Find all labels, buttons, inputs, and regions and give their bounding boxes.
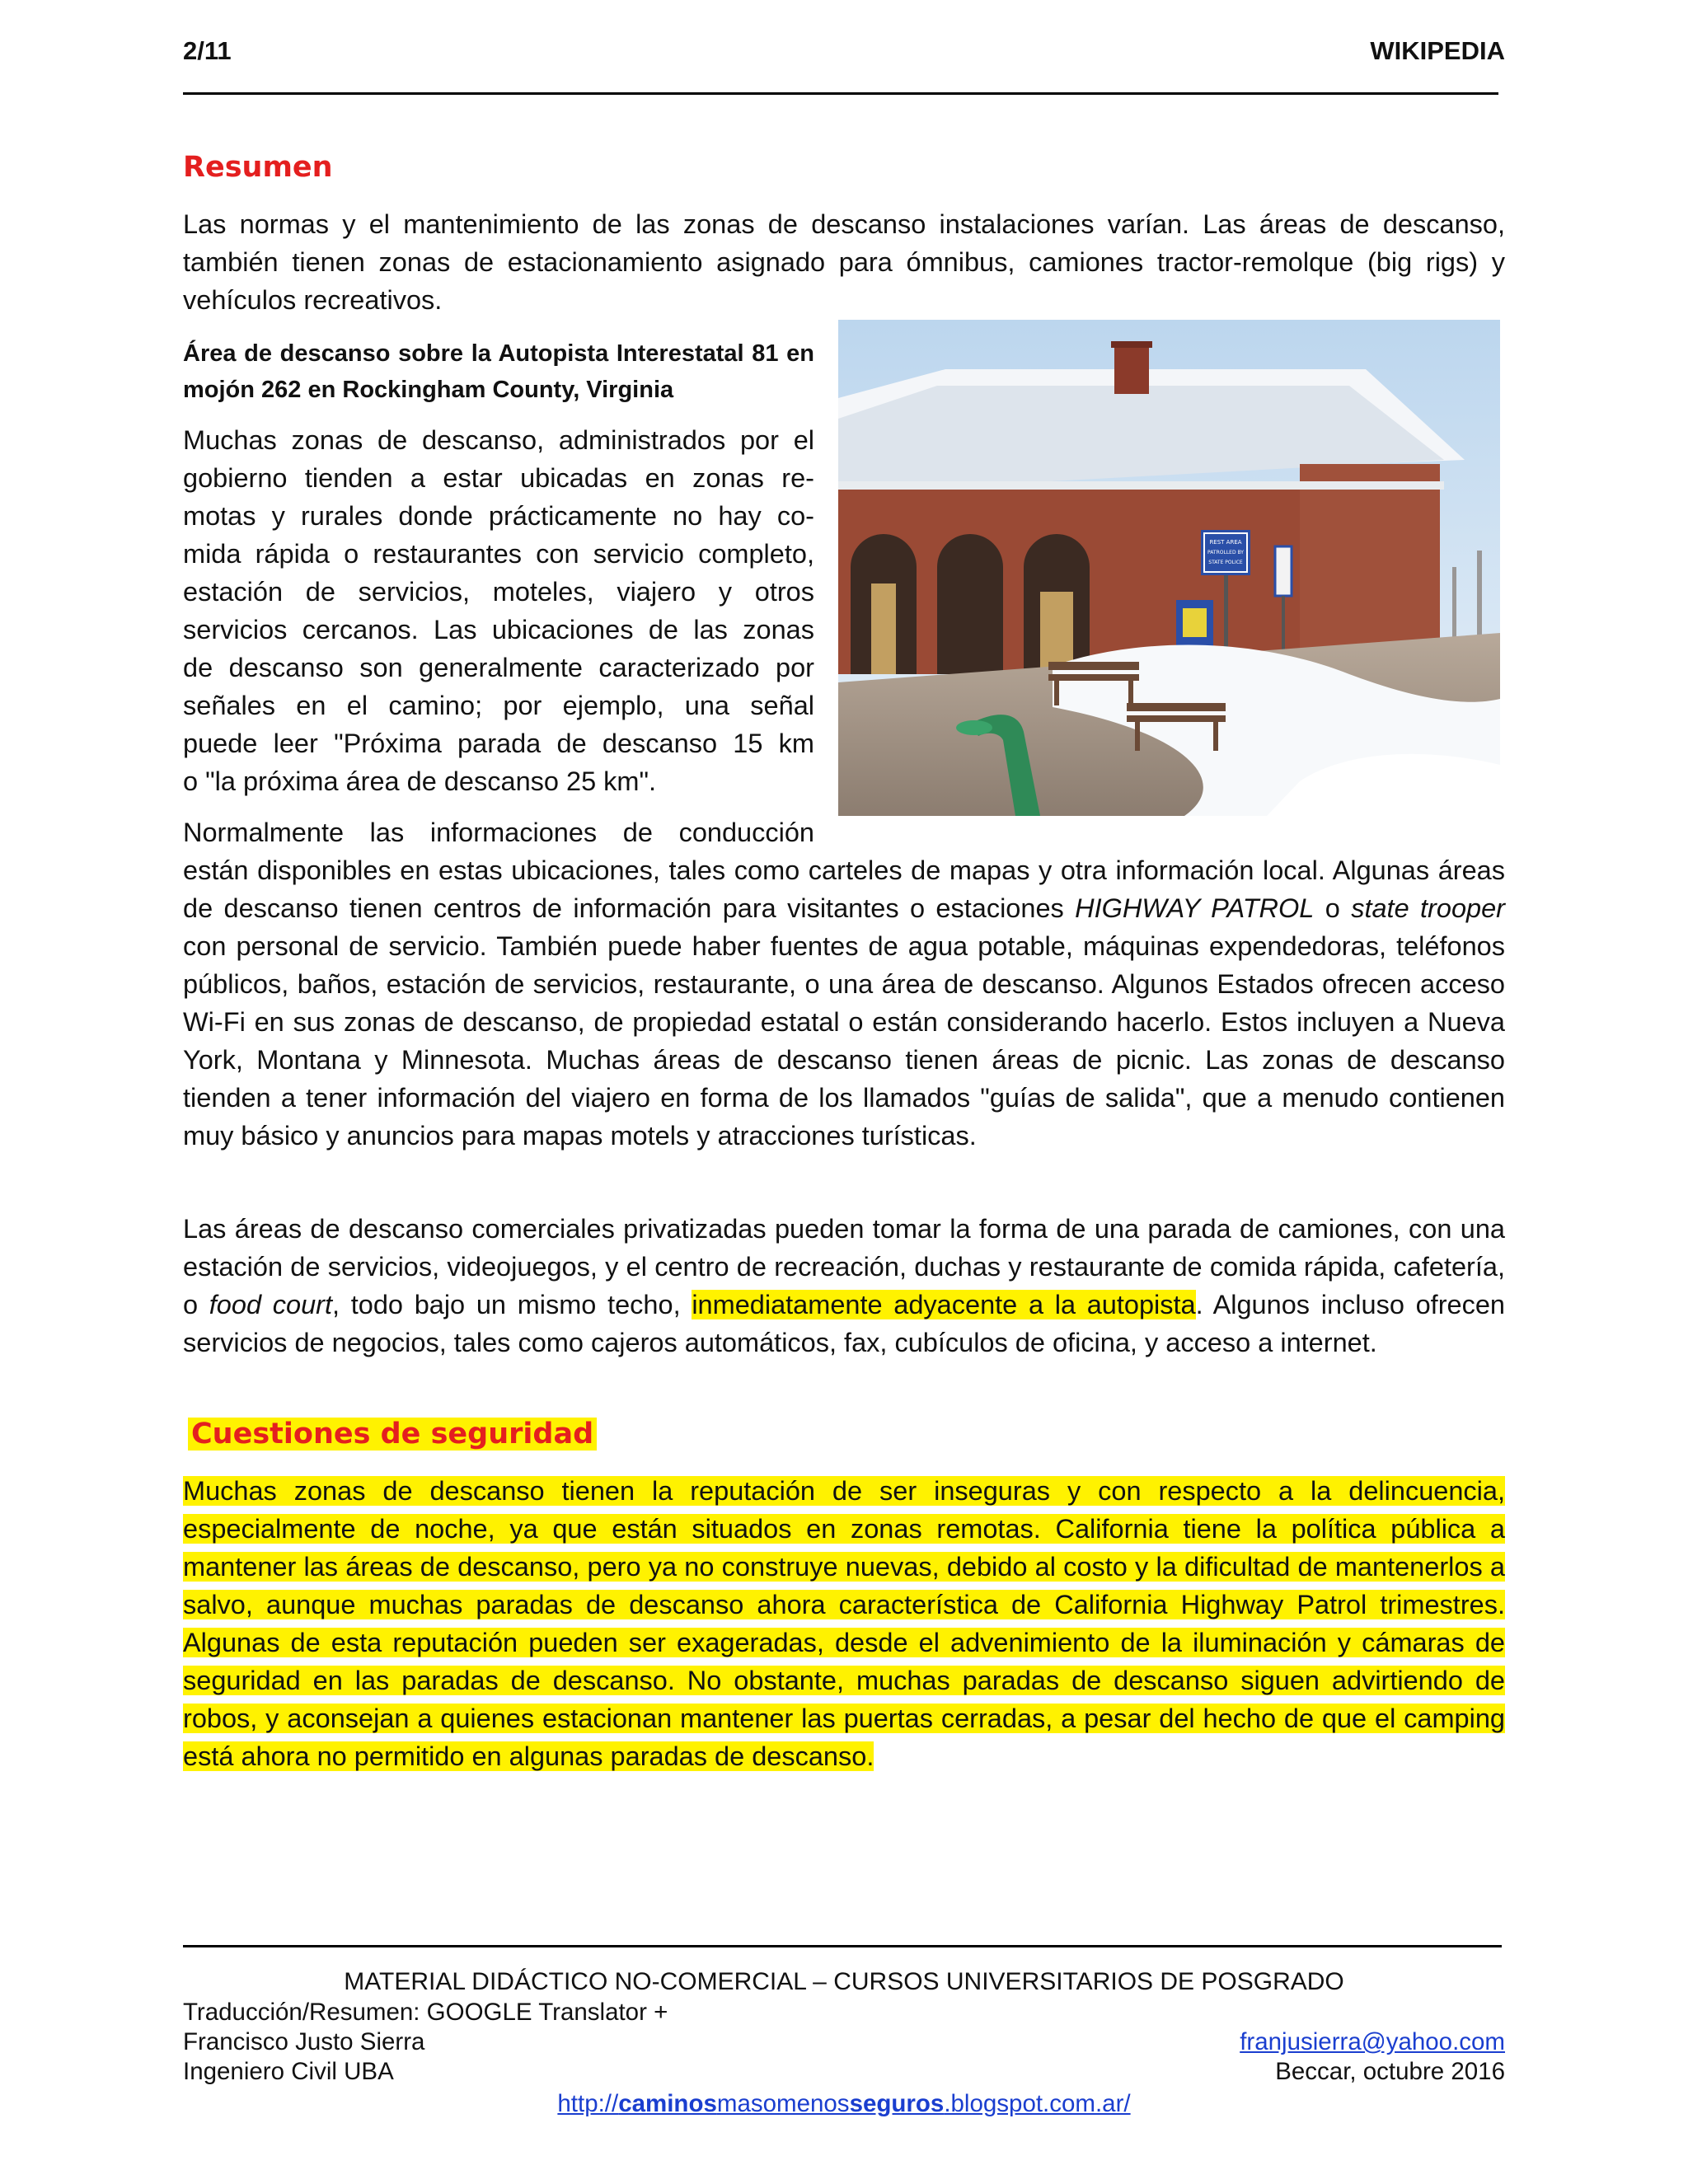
highway-patrol-term: HIGHWAY PATROL xyxy=(1075,893,1315,923)
paragraph-3-first-line: Normalmente las informaciones de conducción xyxy=(183,818,814,847)
footer-email-link[interactable]: franjusierra@yahoo.com xyxy=(1240,2028,1505,2055)
paragraph-3-text: están disponibles en estas ubicaciones, tales como carteles de mapas y otra información local. Algunas áreas de descanso tienen centros de información para visitantes o estaciones xyxy=(183,855,1505,923)
paragraph-2-line: Muchas zonas de descanso, administrados por el xyxy=(183,425,814,455)
paragraph-4-text: . Algunos incluso ofrecen servicios de negocios, tales como cajeros automáticos, fax, cubículos de oficina, y acceso a internet. xyxy=(183,1290,1505,1357)
paragraph-2-line: motas y rurales donde prácticamente no hay co- xyxy=(183,501,814,531)
highlighted-phrase: inmediatamente adyacente a la autopista xyxy=(692,1290,1196,1319)
paragraph-3-text: o xyxy=(1314,893,1352,923)
url-part: caminos xyxy=(618,2090,717,2117)
footer-author: Francisco Justo Sierra xyxy=(183,2028,425,2055)
paragraph-2-line: o "la próxima área de descanso 25 km". xyxy=(183,766,657,796)
paragraph-4-text: , todo bajo un mismo techo, xyxy=(332,1290,692,1319)
footer-blog-link[interactable] xyxy=(0,2090,1688,2118)
paragraph-2 xyxy=(183,421,814,800)
state-trooper-term: state trooper xyxy=(1351,893,1505,923)
sign-text-3: STATE POLICE xyxy=(1208,560,1243,565)
paragraph-1: Las normas y el mantenimiento de las zonas de descanso instalaciones varían. Las áreas de descanso, también tienen zonas de estacionamiento asignado para ómnibus, camiones tractor-remolque (big rigs) y vehículos recreativos. xyxy=(183,209,1505,315)
footer-divider xyxy=(183,1945,1502,1947)
paragraph-4 xyxy=(183,1210,1505,1361)
paragraph-3-body xyxy=(183,851,1505,1155)
footer-translation: Traducción/Resumen: GOOGLE Translator + xyxy=(183,1999,668,2026)
paragraph-2-line: servicios cercanos. Las ubicaciones de las zonas xyxy=(183,615,814,644)
footer-material: MATERIAL DIDÁCTICO NO-COMERCIAL – CURSOS UNIVERSITARIOS DE POSGRADO xyxy=(344,1968,1344,1995)
paragraph-security-text: Muchas zonas de descanso tienen la reputación de ser inseguras y con respecto a la delincuencia, especialmente de noche, ya que están situados en zonas remotas. California tiene la política pública a mantener las áreas de descanso, pero ya no construye nuevas, debido al costo y la dificultad de mantenerlos a salvo, aunque muchas paradas de descanso ahora característica de California Highway Patrol trimestres. Algunas de esta reputación pueden ser exageradas, desde el advenimiento de la iluminación y cámaras de seguridad en las paradas de descanso. No obstante, muchas paradas de descanso siguen advirtiendo de robos, y aconsejan a quienes estacionan mantener las puertas cerradas, a pesar del hecho de que el camping está ahora no permitido en algunas paradas de descanso. xyxy=(183,1476,1505,1771)
url-part: seguros xyxy=(849,2090,945,2117)
photo-caption: Área de descanso sobre la Autopista Interestatal 81 en mojón 262 en Rockingham County, Virginia xyxy=(183,340,814,403)
header-divider xyxy=(183,92,1498,95)
paragraph-2-line: señales en el camino; por ejemplo, una señal xyxy=(183,691,814,720)
paragraph-2-line: estación de servicios, moteles, viajero y otros xyxy=(183,577,814,607)
paragraph-2-line: mida rápida o restaurantes con servicio completo, xyxy=(183,539,814,569)
food-court-term: food court xyxy=(209,1290,332,1319)
paragraph-3-text: con personal de servicio. También puede haber fuentes de agua potable, máquinas expendedoras, teléfonos públicos, baños, estación de servicios, restaurante, o una área de descanso. Algunos Estados ofrecen acceso Wi-Fi en sus zonas de descanso, de propiedad estatal o están considerando hacerlo. Estos incluyen a Nueva York, Montana y Minnesota. Muchas áreas de descanso tienen áreas de picnic. Las zonas de descanso tienden a tener información del viajero en forma de los llamados "guías de salida", que a menudo contienen muy básico y anuncios para mapas motels y atracciones turísticas. xyxy=(183,931,1505,1151)
url-part: masomenos xyxy=(716,2090,850,2117)
url-part: http:// xyxy=(557,2090,619,2117)
sign-text-1: REST AREA xyxy=(1209,539,1242,546)
paragraph-4-text: Las áreas de descanso comerciales privatizadas pueden tomar la forma de una parada de camiones, con una estación de servicios, videojuegos, y el centro de recreación, duchas y restaurante de comida rápida, cafetería, o xyxy=(183,1214,1505,1319)
source-label: WIKIPEDIA xyxy=(1370,36,1505,65)
rest-area-photo xyxy=(838,320,1500,816)
footer-place-date: Beccar, octubre 2016 xyxy=(1275,2058,1505,2085)
paragraph-2-line: gobierno tienden a estar ubicadas en zonas re- xyxy=(183,463,814,493)
paragraph-2-line: de descanso son generalmente caracterizado por xyxy=(183,653,814,682)
paragraph-security xyxy=(183,1472,1505,1775)
section-title-seguridad xyxy=(188,1418,597,1451)
section-title-seguridad-text: Cuestiones de seguridad xyxy=(188,1418,597,1451)
sign-text-2: PATROLLED BY xyxy=(1207,550,1244,555)
paragraph-2-line: puede leer "Próxima parada de descanso 15 km xyxy=(183,729,814,758)
footer-title: Ingeniero Civil UBA xyxy=(183,2058,394,2085)
url-part: .blogspot.com.ar/ xyxy=(944,2090,1131,2117)
section-title-resumen: Resumen xyxy=(183,151,333,184)
page-number: 2/11 xyxy=(183,36,232,65)
